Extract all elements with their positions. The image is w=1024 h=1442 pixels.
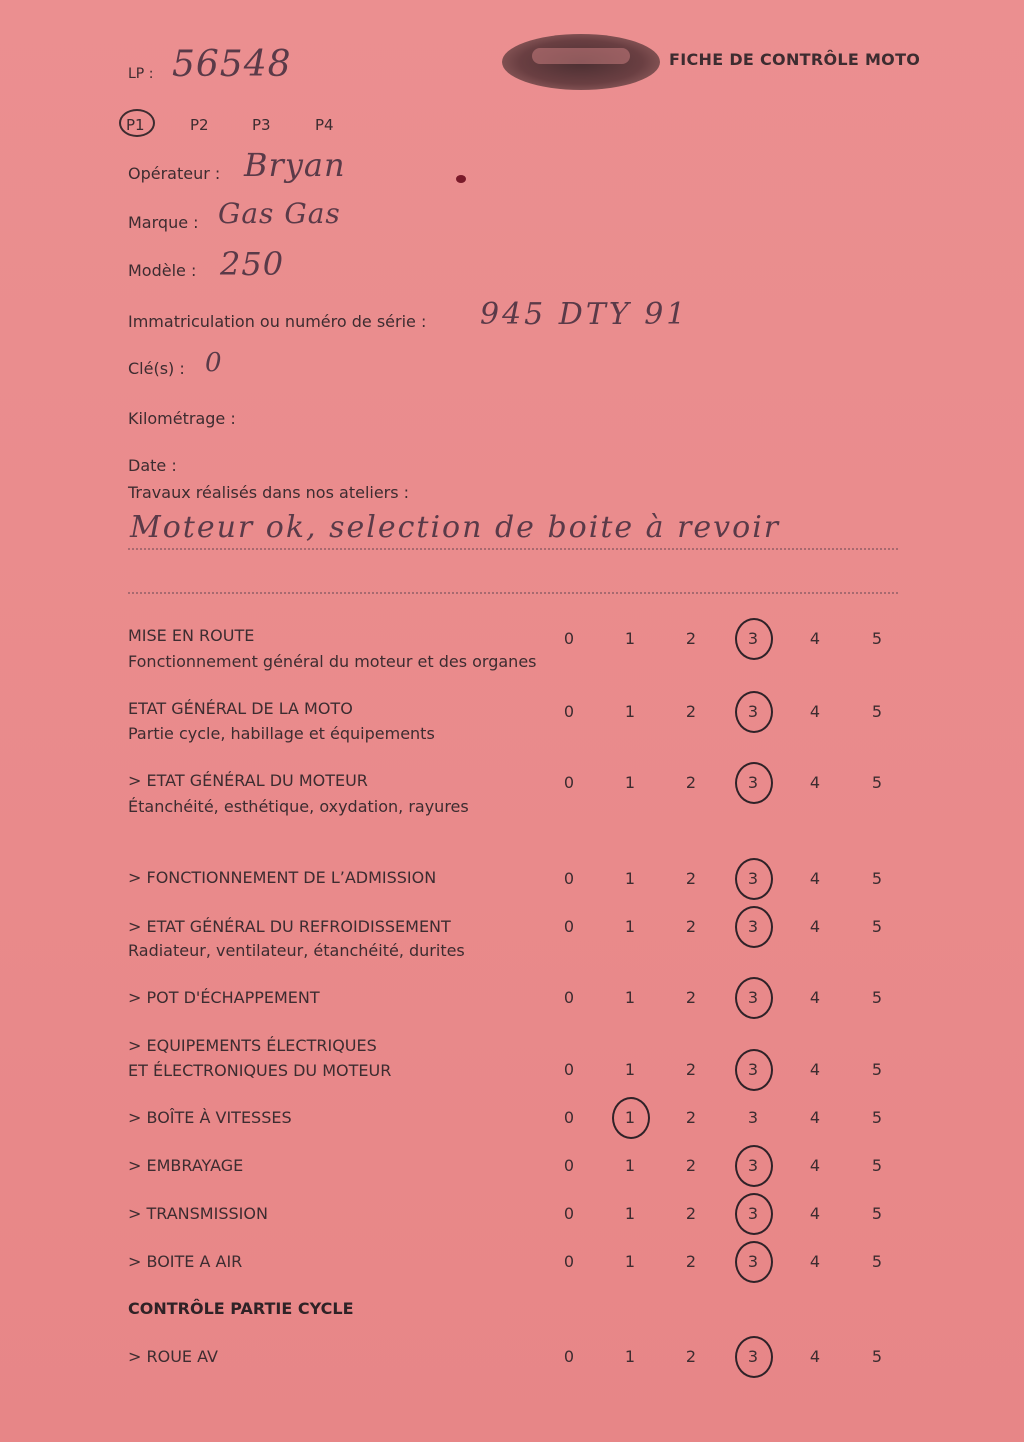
marque-label: Marque :: [128, 213, 199, 232]
score-option-3[interactable]: 3: [747, 773, 759, 792]
selected-score-circle: [735, 977, 773, 1019]
score-option-0[interactable]: 0: [563, 1252, 575, 1271]
score-option-3[interactable]: 3: [747, 988, 759, 1007]
score-option-4[interactable]: 4: [809, 773, 821, 792]
criterion-title: > EMBRAYAGE: [128, 1156, 244, 1175]
score-option-5[interactable]: 5: [871, 1060, 883, 1079]
score-option-0[interactable]: 0: [563, 988, 575, 1007]
score-option-4[interactable]: 4: [809, 1204, 821, 1223]
criterion-subtitle: Fonctionnement général du moteur et des organes: [128, 652, 537, 671]
selected-score-circle: [735, 1145, 773, 1187]
cles-label: Clé(s) :: [128, 359, 185, 378]
score-option-0[interactable]: 0: [563, 702, 575, 721]
score-option-5[interactable]: 5: [871, 702, 883, 721]
score-option-3[interactable]: 3: [747, 1156, 759, 1175]
score-option-0[interactable]: 0: [563, 1347, 575, 1366]
score-option-5[interactable]: 5: [871, 1204, 883, 1223]
score-option-1[interactable]: 1: [624, 988, 636, 1007]
score-option-1[interactable]: 1: [624, 1347, 636, 1366]
selected-score-circle: [735, 1336, 773, 1378]
score-option-0[interactable]: 0: [563, 1060, 575, 1079]
criterion-title: ETAT GÉNÉRAL DE LA MOTO: [128, 699, 353, 718]
score-option-4[interactable]: 4: [809, 1252, 821, 1271]
marque-value[interactable]: Gas Gas: [218, 197, 341, 230]
date-label: Date :: [128, 456, 177, 475]
travaux-line-1: [128, 548, 898, 550]
score-option-1[interactable]: 1: [624, 1108, 636, 1127]
position-p1[interactable]: P1: [126, 116, 145, 134]
operateur-label: Opérateur :: [128, 164, 221, 183]
section-partie-cycle-title: CONTRÔLE PARTIE CYCLE: [128, 1299, 354, 1318]
score-option-0[interactable]: 0: [563, 1108, 575, 1127]
travaux-label: Travaux réalisés dans nos ateliers :: [128, 483, 410, 502]
criterion-title: > BOITE A AIR: [128, 1252, 243, 1271]
sheet-title: FICHE DE CONTRÔLE MOTO: [669, 50, 921, 69]
score-option-5[interactable]: 5: [871, 629, 883, 648]
score-option-5[interactable]: 5: [871, 1108, 883, 1127]
score-option-2[interactable]: 2: [685, 1156, 697, 1175]
cles-value[interactable]: 0: [205, 348, 223, 378]
score-option-1[interactable]: 1: [624, 1060, 636, 1079]
travaux-value[interactable]: Moteur ok, selection de boite à revoir: [130, 510, 781, 545]
score-option-4[interactable]: 4: [809, 1347, 821, 1366]
criterion-title: > BOÎTE À VITESSES: [128, 1108, 292, 1127]
position-p1-circle: [119, 109, 155, 137]
score-option-2[interactable]: 2: [685, 1108, 697, 1127]
position-p2[interactable]: P2: [190, 116, 209, 134]
ink-stain: [456, 175, 466, 183]
brand-logo: [502, 34, 660, 90]
score-option-2[interactable]: 2: [685, 1204, 697, 1223]
score-option-5[interactable]: 5: [871, 869, 883, 888]
selected-score-circle: [735, 691, 773, 733]
score-option-4[interactable]: 4: [809, 1060, 821, 1079]
score-option-2[interactable]: 2: [685, 917, 697, 936]
score-option-0[interactable]: 0: [563, 869, 575, 888]
score-option-3[interactable]: 3: [747, 1347, 759, 1366]
criterion-subtitle: Partie cycle, habillage et équipements: [128, 724, 435, 743]
score-option-1[interactable]: 1: [624, 702, 636, 721]
score-option-2[interactable]: 2: [685, 702, 697, 721]
score-option-3[interactable]: 3: [747, 1060, 759, 1079]
score-option-4[interactable]: 4: [809, 917, 821, 936]
score-option-0[interactable]: 0: [563, 773, 575, 792]
score-option-2[interactable]: 2: [685, 1347, 697, 1366]
score-option-2[interactable]: 2: [685, 773, 697, 792]
score-option-1[interactable]: 1: [624, 1156, 636, 1175]
selected-score-circle: [735, 762, 773, 804]
modele-label: Modèle :: [128, 261, 197, 280]
selected-score-circle: [735, 1241, 773, 1283]
km-label: Kilométrage :: [128, 409, 236, 428]
selected-score-circle: [735, 858, 773, 900]
criterion-title: > EQUIPEMENTS ÉLECTRIQUES: [128, 1036, 377, 1055]
selected-score-circle: [735, 1193, 773, 1235]
immat-value[interactable]: 945 DTY 91: [480, 297, 689, 332]
score-option-5[interactable]: 5: [871, 1156, 883, 1175]
score-option-4[interactable]: 4: [809, 869, 821, 888]
selected-score-circle: [735, 906, 773, 948]
score-option-3[interactable]: 3: [747, 869, 759, 888]
lp-label: LP :: [128, 66, 154, 82]
criterion-title: > ETAT GÉNÉRAL DU REFROIDISSEMENT: [128, 917, 451, 936]
score-option-0[interactable]: 0: [563, 917, 575, 936]
score-option-1[interactable]: 1: [624, 773, 636, 792]
score-option-0[interactable]: 0: [563, 629, 575, 648]
score-option-5[interactable]: 5: [871, 773, 883, 792]
criterion-subtitle: ET ÉLECTRONIQUES DU MOTEUR: [128, 1061, 392, 1080]
criterion-title: > FONCTIONNEMENT DE L’ADMISSION: [128, 868, 437, 887]
score-option-3[interactable]: 3: [747, 1108, 759, 1127]
score-option-2[interactable]: 2: [685, 1252, 697, 1271]
score-option-5[interactable]: 5: [871, 1347, 883, 1366]
position-p4[interactable]: P4: [315, 116, 334, 134]
selected-score-circle: [612, 1097, 650, 1139]
score-option-0[interactable]: 0: [563, 1156, 575, 1175]
score-option-5[interactable]: 5: [871, 1252, 883, 1271]
score-option-5[interactable]: 5: [871, 917, 883, 936]
criterion-title: > POT D'ÉCHAPPEMENT: [128, 988, 320, 1007]
lp-value[interactable]: 56548: [172, 44, 292, 85]
immat-label: Immatriculation ou numéro de série :: [128, 312, 427, 331]
score-option-1[interactable]: 1: [624, 917, 636, 936]
selected-score-circle: [735, 618, 773, 660]
score-option-4[interactable]: 4: [809, 1156, 821, 1175]
score-option-4[interactable]: 4: [809, 1108, 821, 1127]
score-option-1[interactable]: 1: [624, 1204, 636, 1223]
score-option-0[interactable]: 0: [563, 1204, 575, 1223]
operateur-value[interactable]: Bryan: [244, 146, 346, 184]
score-option-4[interactable]: 4: [809, 988, 821, 1007]
position-p3[interactable]: P3: [252, 116, 271, 134]
score-option-2[interactable]: 2: [685, 629, 697, 648]
travaux-line-2: [128, 592, 898, 594]
criterion-title: > TRANSMISSION: [128, 1204, 268, 1223]
score-option-3[interactable]: 3: [747, 1204, 759, 1223]
modele-value[interactable]: 250: [220, 245, 285, 283]
score-option-1[interactable]: 1: [624, 1252, 636, 1271]
score-option-2[interactable]: 2: [685, 869, 697, 888]
score-option-3[interactable]: 3: [747, 702, 759, 721]
score-option-1[interactable]: 1: [624, 629, 636, 648]
score-option-3[interactable]: 3: [747, 917, 759, 936]
score-option-2[interactable]: 2: [685, 1060, 697, 1079]
score-option-4[interactable]: 4: [809, 702, 821, 721]
criterion-title: MISE EN ROUTE: [128, 626, 255, 645]
criterion-title: > ETAT GÉNÉRAL DU MOTEUR: [128, 771, 368, 790]
criterion-subtitle: Étanchéité, esthétique, oxydation, rayures: [128, 797, 469, 816]
score-option-3[interactable]: 3: [747, 629, 759, 648]
score-option-5[interactable]: 5: [871, 988, 883, 1007]
criterion-subtitle: Radiateur, ventilateur, étanchéité, durites: [128, 941, 465, 960]
score-option-3[interactable]: 3: [747, 1252, 759, 1271]
score-option-1[interactable]: 1: [624, 869, 636, 888]
criterion-title: > ROUE AV: [128, 1347, 218, 1366]
score-option-2[interactable]: 2: [685, 988, 697, 1007]
score-option-4[interactable]: 4: [809, 629, 821, 648]
selected-score-circle: [735, 1049, 773, 1091]
